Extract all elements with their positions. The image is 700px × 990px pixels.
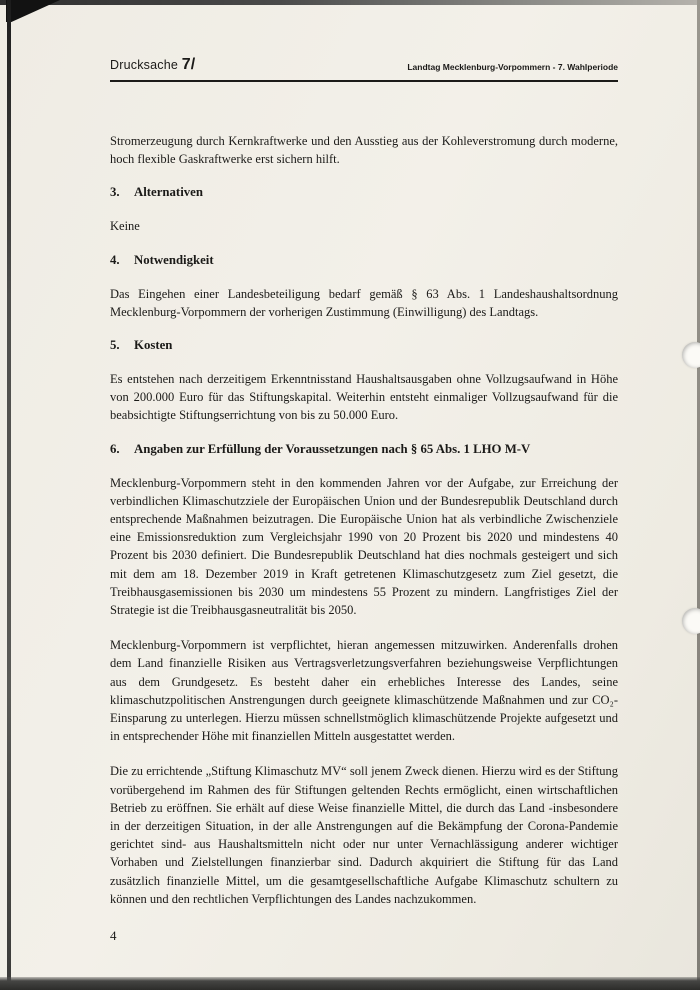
section-number: 3. <box>110 185 120 200</box>
document-body <box>110 132 618 908</box>
scan-edge-left <box>7 0 11 990</box>
section-paragraph: Mecklenburg-Vorpommern steht in den kommenden Jahren vor der Aufgabe, zur Erreichung der verbindlichen Klimaschutzziele der Europäischen Union und der Bundesrepublik Deutschland durch entsprechende Maßnahmen beizutragen. Die Europäische Union hat als verbindliche Zwischenziele eine Emissionsreduktion zum Vergleichsjahr 1990 von 20 Prozent bis 2020 und mindestens 40 Prozent bis 2030 definiert. Die Bundesrepublik Deutschland hat dies nochmals gesteigert und sich mit dem am 18. Dezember 2019 in Kraft getretenen Klimaschutzgesetz zum Ziel gesetzt, die Treibhausgasemissionen bis 2030 um mindestens 55 Prozent zu mindern. Langfristiges Ziel der Strategie ist die Treibhausgasneutralität bis 2050. <box>110 475 618 618</box>
section-paragraph: Das Eingehen einer Landesbeteiligung bedarf gemäß § 63 Abs. 1 Landeshaushaltsordnung Mecklenburg-Vorpommern der vorherigen Zustimmung (Einwilligung) des Landtags. <box>110 286 618 319</box>
section-title: Kosten <box>134 338 173 353</box>
section-title: Alternativen <box>134 185 203 200</box>
section-number: 5. <box>110 338 120 353</box>
section-number: 4. <box>110 252 120 267</box>
scan-edge-bottom <box>0 977 700 990</box>
punch-hole-top <box>682 342 700 368</box>
scan-edge-top <box>0 0 700 5</box>
section-paragraph: Keine <box>110 219 140 234</box>
intro-paragraph: Stromerzeugung durch Kernkraftwerke und den Ausstieg aus der Kohleverstromung durch moderne, hoch flexible Gaskraftwerke erst sichern hilft. <box>110 134 618 167</box>
section-heading-kosten <box>110 338 618 353</box>
section-number: 6. <box>110 441 120 456</box>
section-title: Notwendigkeit <box>134 252 214 267</box>
doc-header-left <box>110 56 195 74</box>
punch-hole-bottom <box>682 608 700 634</box>
scan-corner-fold <box>6 0 60 22</box>
section-paragraph: Mecklenburg-Vorpommern ist verpflichtet, hieran angemessen mitzuwirken. Anderenfalls drohen dem Land finanzielle Risiken aus Vertragsverletzungsverfahren beziehungsweise Verpflichtungen aus dem Grundgesetz. Es besteht daher ein erhebliches Interesse des Landes, seine klimaschutzpolitischen Anstrengungen durch geeignete klimaschützende Maßnahmen und zur CO₂-Einsparung zu unterlegen. Hierzu müssen schnellstmöglich klimaschützende Projekte aufgesetzt und in entsprechender Höhe mit finanziellen Mitteln ausgestattet werden. <box>110 638 618 744</box>
doc-header-right: Landtag Mecklenburg-Vorpommern - 7. Wahlperiode <box>407 62 618 72</box>
document-header <box>110 56 618 74</box>
section-paragraph: Die zu errichtende „Stiftung Klimaschutz MV“ soll jenem Zweck dienen. Hierzu wird es der Stiftung vorübergehend im Rahmen des für Stiftungen geltenden Rechts ermöglicht, einen wirtschaftlichen Betrieb zu eröffnen. Sie erhält auf diese Weise finanzielle Mittel, die durch das Land -insbesondere in der derzeitigen Situation, in der alle Anstrengungen auf die Bekämpfung der Corona-Pandemie gerichtet sind- aus Haushaltsmitteln nicht oder nur unter Vernachlässigung anderer wichtiger Vorhaben und Zielstellungen finanzierbar sind. Dadurch akquiriert die Stiftung für das Land zusätzlich finanzielle Mittel, um die gesamtgesellschaftliche Aufgabe Klimaschutz schultern zu können und den rechtlichen Verpflichtungen des Landes nachzukommen. <box>110 764 618 906</box>
doc-number: 7/ <box>181 56 196 73</box>
doc-type-label: Drucksache <box>110 58 178 72</box>
header-rule <box>110 80 618 82</box>
section-heading-notwendigkeit <box>110 253 618 268</box>
section-heading-angaben-lho <box>110 442 618 457</box>
section-heading-alternativen <box>110 185 618 200</box>
document-content <box>110 56 618 925</box>
page-number: 4 <box>110 928 117 943</box>
section-title: Angaben zur Erfüllung der Voraussetzungen nach § 65 Abs. 1 LHO M-V <box>134 441 531 456</box>
section-paragraph: Es entstehen nach derzeitigem Erkenntnisstand Haushaltsausgaben ohne Vollzugsaufwand in Höhe von 200.000 Euro für das Stiftungskapital. Weiterhin entsteht einmaliger Vollzugsaufwand für die beabsichtigte Stiftungserrichtung von bis zu 50.000 Euro. <box>110 372 618 423</box>
